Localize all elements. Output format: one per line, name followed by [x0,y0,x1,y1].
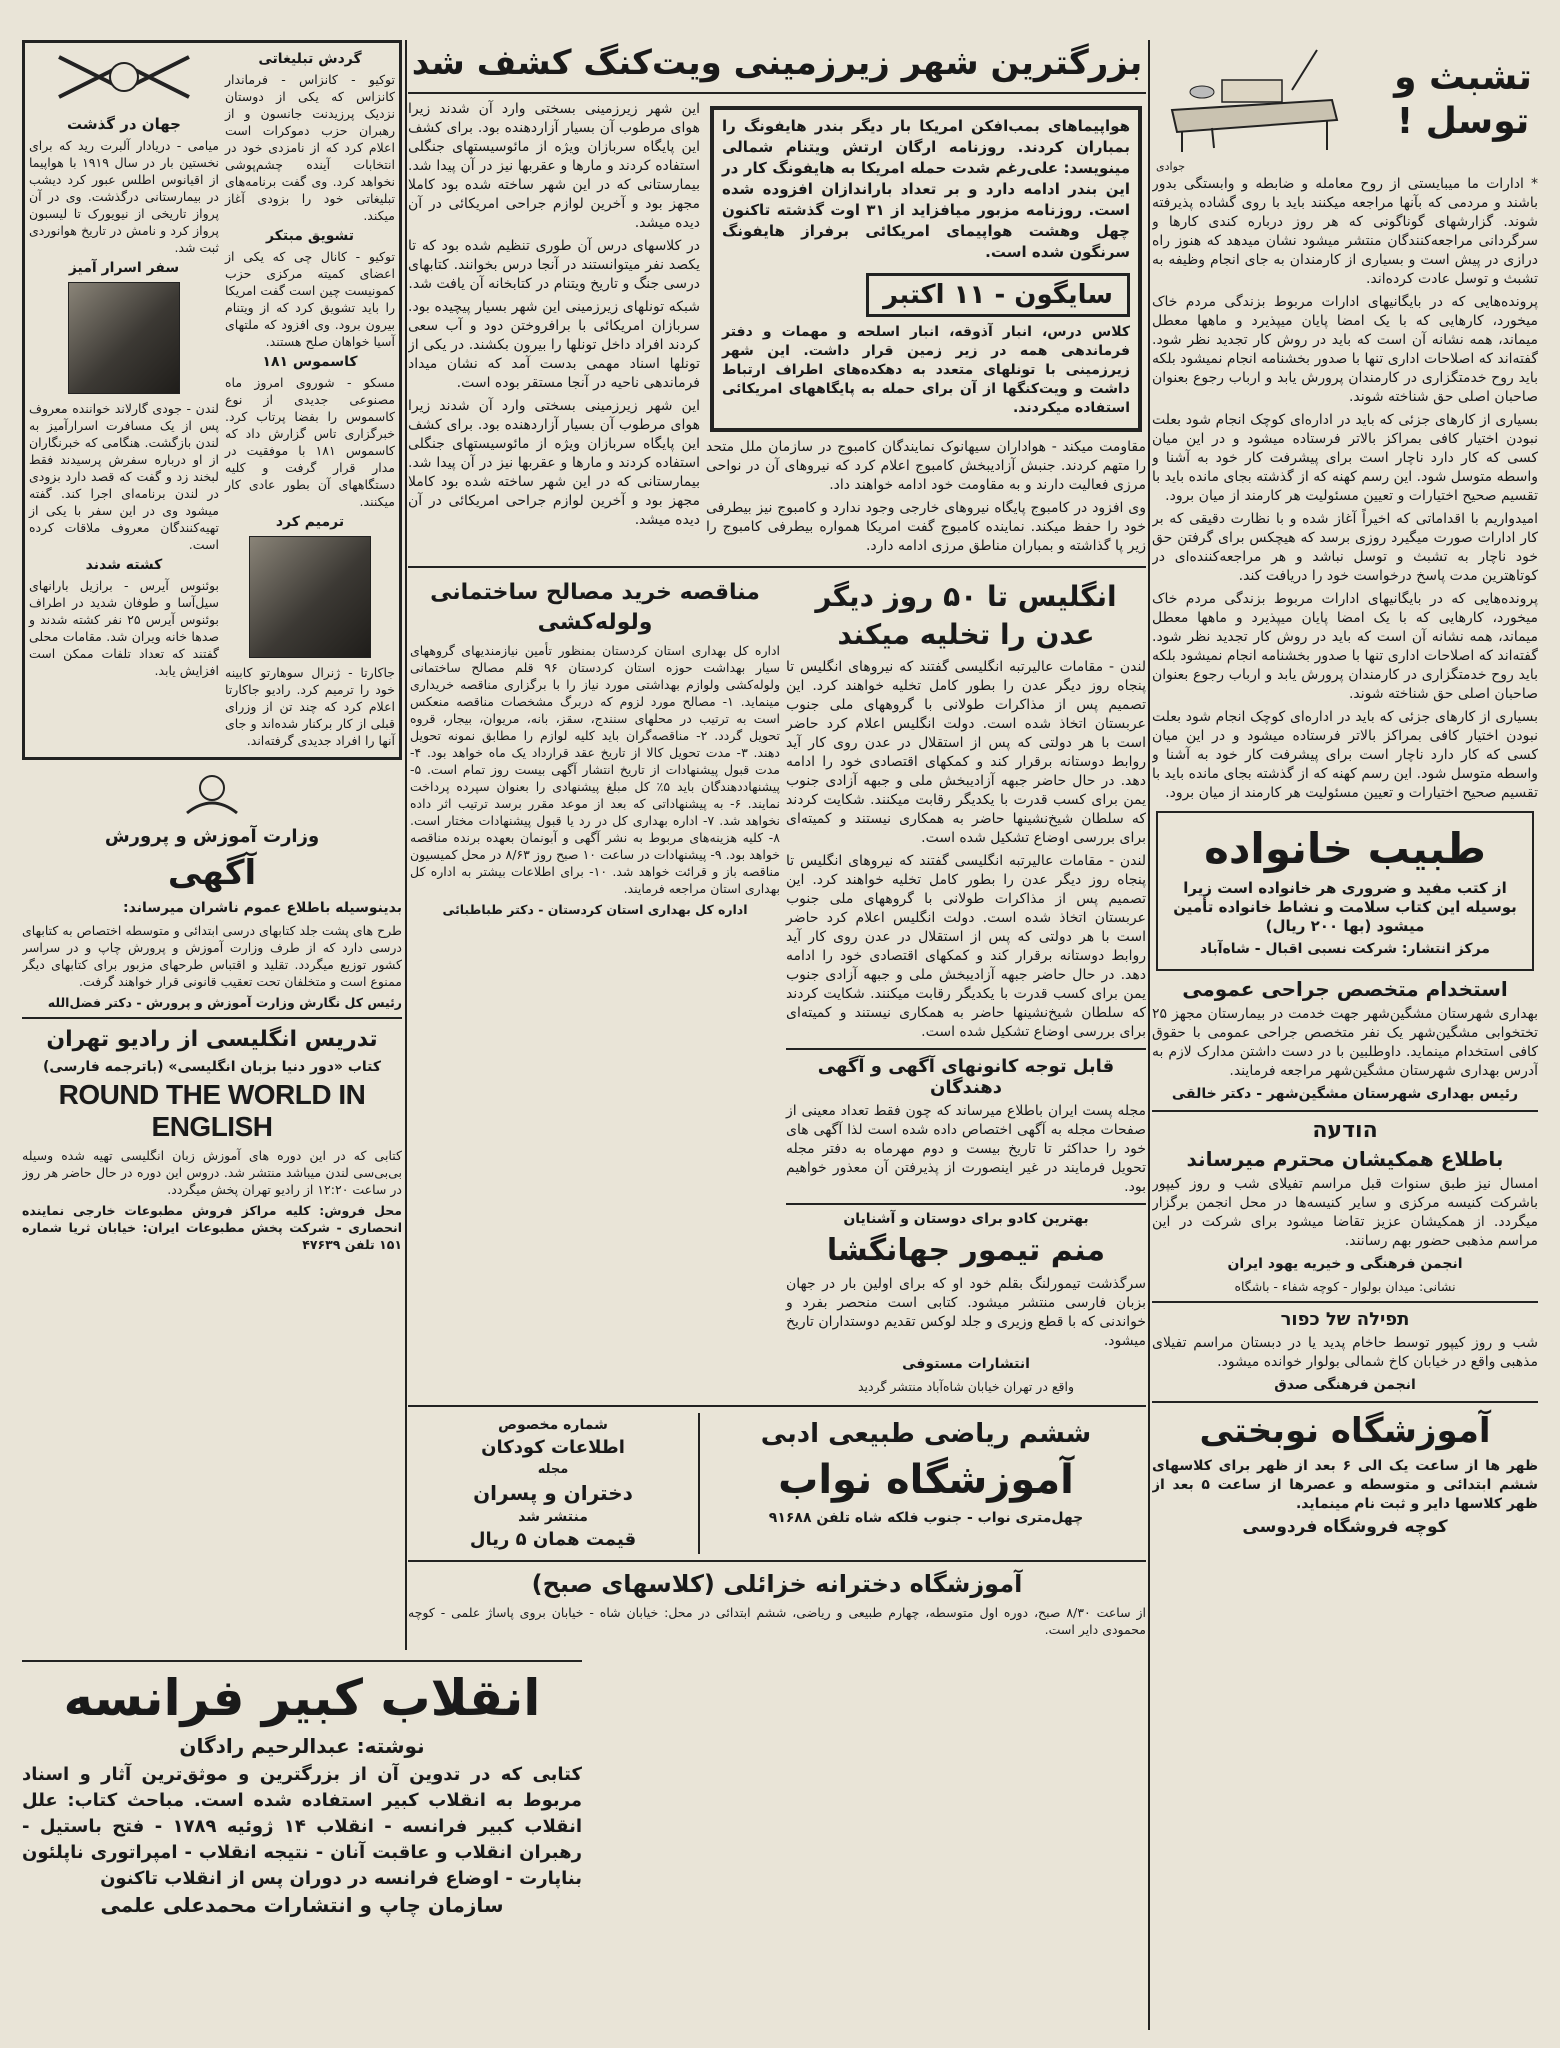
magazine-kicker: شماره مخصوص [498,1417,608,1433]
revolution-author: نوشته: عبدالرحیم رادگان [179,1734,425,1758]
tarmim-body: جاکارتا - ژنرال سوهارتو کابینه خود را ترمیم کرد. رادیو جاکارتا اعلام کرد که چند تن از وزرای قبلی از کار برکنار شده‌اند و جای آنها را افراد جدیدی گرفته‌اند. [225,665,395,748]
kosmos-body: مسکو - شوروی امروز ماه مصنوعی جدیدی از نوع کاسموس را بفضا پرتاب کرد. خبرگزاری تاس گزارش داد که کاسموس ۱۸۱ با موفقیت در مدار قرار گرفت و کلیه دستگاههای آن بطور عادی کار میکنند. [225,375,395,509]
ad-sign: انجمن فرهنگی و خیریه یهود ایران [1227,1256,1463,1272]
desk-illustration [1152,40,1352,160]
column-rule-right [1148,40,1150,2030]
lead-text: هواپیماهای بمب‌افکن امریکا بار دیگر بندر هایفونگ را بمباران کردند. روزنامه ارگان ارتش ویتنام شمالی مینویسد: علی‌رغم شدت حمله امریکا به هایفونگ کار در این بندر ادامه دارد و بر تعداد باراندازان افزوده شده است. روزنامه مزبور میافزاید از ۳۱ اوت گذشته تاکنون چهل وهشت هواپیمای امریکائی برفراز هایفونگ سرنگون شده است. [722,117,1130,261]
book-title: منم تیمور جهانگشا [826,1233,1106,1268]
chunk-title: تشویق مبتکر [266,228,354,244]
tarmim-title: ترمیم کرد [275,514,345,530]
kids-magazine-ad [408,1413,700,1554]
article-paragraph: لندن - مقامات عالیرتبه انگلیسی گفتند که نیروهای انگلیس تا پنجاه روز دیگر عدن را بطور کامل تخلیه خواهند کرد. این تصمیم پس از مذاکرات طولانی با گروههای ملی جنوب عربستان اتخاذ شده است. دولت انگلیس اعلام کرد حاضر است با هر دولتی که پس از استقلال در عدن روی کار آید روابط دوستانه برقرار کند و کمکهای اقتصادی خود را ادامه دهد. در حال حاضر جبهه آزادیبخش ملی و جبهه آزادی جنوب یمن برای کسب قدرت با یکدیگر رقابت میکنند. شکایت کردند که سلطان شیخ‌نشینها حاضر به همکاری نیستند و کمیته‌ای برای بررسی اوضاع تشکیل شده است. [786,853,1146,1040]
lead-box [710,106,1142,432]
nawab-school-ad [706,1413,1146,1554]
ministry-name: وزارت آموزش و پرورش [104,826,320,847]
editorial-title: تشبث و توسل ! [1394,57,1532,142]
school-subtitle: ششم ریاضی طبیعی ادبی [760,1419,1092,1449]
hebrew-heading: תפילה של כפור [1280,1309,1410,1330]
yom-kippur-prayer-ad [1152,1309,1538,1395]
editorial-paragraph: پرونده‌هایی که در بایگانیهای ادارات مربوط بزندگی مردم خاک میخورد، کارهایی که با یک امضا پایان میپذیرد و ماهها معطل میماند، همه نشانه آن است که باید در روش کار تجدید نظر شود. گفته‌اند که اصلاحات اداری تنها با صدور بخشنامه انجام نمیشود بلکه باید روح خدمتگزاری در کارمندان پرورش یابد و ارباب رجوع بعنوان صاحبان اصلی حق شناخته شوند. [1152,294,1538,405]
ad-notice [786,1056,1146,1197]
surgeon-hiring-ad [1152,977,1538,1104]
revolution-publisher: سازمان چاپ و انتشارات محمدعلی علمی [100,1893,504,1917]
magazine-price: قیمت همان ۵ ریال [469,1529,637,1550]
school-title: آموزشگاه دخترانه خزائلی (کلاسهای صبح) [531,1570,1023,1598]
right-column [1152,40,1538,2030]
tender-title: مناقصه خرید مصالح ساختمانی ولوله‌کشی [430,580,760,635]
book-address: واقع در تهران خیابان شاه‌آباد منتشر گردید [857,1379,1075,1394]
magazine-line: مجله [537,1462,569,1477]
chunk-body: توکیو - کانال چی که یکی از اعضای کمیته مرکزی حزب کمونیست چین است گفت امریکا را باید تشویق کرد که از ویتنام بیرون برود. وی افزود که ملتهای آسیا خواهان صلح هستند. [225,249,395,349]
ministry-ad [22,768,402,1011]
book-kicker: بهترین کادو برای دوستان و آشنایان [843,1211,1089,1227]
book-ad-timur [786,1211,1146,1395]
ad-address: کوچه فروشگاه فردوسی [1242,1517,1448,1537]
aden-headline: انگلیس تا ۵۰ روز دیگر عدن را تخلیه میکند [815,580,1117,651]
ministry-title: آگهی [167,853,257,893]
revolution-body: کتابی که در تدوین آن از بزرگترین و موثق‌ترین آثار و اسناد مربوط به انقلاب کبیر استفاده شده است. مباحث کتاب: علل انقلاب کبیر فرانسه - انقلاب ۱۴ ژوئیه ۱۷۸۹ - فتح باستیل - رهبران انقلاب و عاقبت آنان - نتیجه انقلاب - امپراتوری ناپلئون بناپارت - اوضاع فرانسه در دوران پس از انقلاب تاکنون [22,1764,582,1889]
editorial-sign: جوادی [1156,160,1186,173]
radio-body: کتابی که در این دوره های آموزش زبان انگلیسی تهیه شده وسیله بی‌بی‌سی لندن میباشد منتشر شد. دروس این دوره در حال حاضر هر روز در ساعت ۱۲:۲۰ از رادیو تهران پخش میگردد. [22,1148,402,1197]
magazine-line: اطلاعات کودکان [481,1437,625,1458]
khazaeli-school-ad [408,1568,1146,1638]
ad-title: آموزشگاه نوبختی [1199,1411,1491,1451]
ad-text: از کتب مفید و ضروری هر خانواده است زیرا بوسیله این کتاب سلامت و نشاط خانواده تأمین میشود (بها ۲۰۰ ریال) [1173,879,1517,935]
article-paragraph: این شهر زیرزمینی بسختی وارد آن شدند زیرا هوای مرطوب آن بسیار آزاردهنده بود. برای کشف این پایگاه سربازان ویژه از مائوسیستهای جنگلی استفاده کردند و مارها و عقربها نیز در آن پیدا شد. بیمارستانی که در این شهر ساخته شده بود کاملا مجهز بود و آخرین لوازم جراحی امریکائی در آن دیده میشد. [408,101,700,231]
radio-english-ad [22,1025,402,1253]
ad-text: ظهر ها از ساعت یک الی ۶ بعد از ظهر برای کلاسهای ششم ابتدائی و متوسطه و عصرها از ساعت ۵ بعد از ظهر کلاسها دایر و ثبت نام مینماید. [1152,1458,1538,1512]
secret-body: لندن - جودی گارلاند خواننده معروف پس از یک مسافرت اسرارآمیز به لندن بازگشت. هنگامی که خبرنگاران از او درباره سفرش پرسیدند فقط لبخند زد و گفت که قصد دارد بزودی در لندن برنامه‌ای اجرا کند. گفته میشود وی در این سفر با یکی از تهیه‌کنندگان معروف ملاقات کرده است. [29,401,219,552]
garland-photo [68,282,180,394]
world-title: جهان در گذشت [67,115,181,133]
editorial-paragraph: پرونده‌هایی که در بایگانیهای ادارات مربوط بزندگی مردم خاک میخورد، کارهایی که با یک امضا پایان میپذیرد و ماهها معطل میماند، همه نشانه آن است که باید در روش کار تجدید نظر شود. گفته‌اند که اصلاحات اداری تنها با صدور بخشنامه انجام نمیشود بلکه باید روح خدمتگزاری در کارمندان پرورش یابد و ارباب رجوع بعنوان صاحبان اصلی حق شناخته شوند. [1152,591,1538,702]
radio-sale: محل فروش: کلیه مراکز فروش مطبوعات خارجی نماینده انحصاری - شرکت پخش مطبوعات ایران: خیابان ثریا شماره ۱۵۱ تلفن ۴۷۶۳۹ [22,1203,402,1252]
ad-title: باطلاع همکیشان محترم میرساند [1186,1147,1504,1171]
radio-title: تدریس انگلیسی از رادیو تهران [46,1027,378,1052]
tender-ad [410,574,780,1399]
notice-body: مجله پست ایران باطلاع میرساند که چون فقط تعداد معینی از صفحات مجله به آگهی اختصاص داده شده است لذا آگهی های خود را حداکثر تا تاریخ بیست و دوم مهرماه به دفتر مجله تحویل فرمایند در غیر اینصورت از پذیرفتن آن معذور خواهیم بود. [786,1103,1146,1195]
editorial-paragraph: بسیاری از کارهای جزئی که باید در اداره‌ای کوچک انجام شود بعلت نبودن اختیار کافی بمراکز بالاتر فرستاده میشود و در این میان کسی که کار دارد ناچار است برای پیشرفت کار خود به آشنا و واسطه متوسل شود. این رسم کهنه که از گذشته بجای مانده باید با تقسیم صحیح اختیارات و تعیین مسئولیت هر کارمند از میان برود. [1152,709,1538,801]
article-paragraph: مقاومت میکند - هواداران سیهانوک نمایندگان کامبوج در سازمان ملل متحد را متهم کردند. جنبش آزادیبخش کامبوج اعلام کرد که نیروهای آن در نواحی مرزی فعالیت دارند و به مقاومت خود ادامه خواهند داد. [706,439,1146,493]
secret-title: سفر اسرار آمیز [68,260,180,276]
world-subtitle: گردش تبلیغاتی [258,51,362,67]
family-doctor-ad [1156,811,1534,971]
revolution-title: انقلاب کبیر فرانسه [63,1669,541,1727]
world-paragraph: میامی - دریادار آلبرت رید که برای نخستین بار در سال ۱۹۱۹ با هواپیما از اقیانوس اطلس عبور کرد دیشب در بیمارستانی درگذشت. وی در آن پرواز تاریخی از نیویورک تا لیسبون پرواز کرد و نامش در تاریخ هوانوردی ثبت شد. [29,138,219,255]
aden-article [786,574,1146,1399]
editorial-paragraph: امیدواریم با اقداماتی که اخیراً آغاز شده و با نظارت دقیقی که بر کار ادارات صورت میگیرد روزی برسد که هیچکس برای گرفتن حق خود ناچار به تشبث و توسل نباشد و هر مراجعه‌کننده‌ای در کوتاهترین مدت پاسخ درخواست خود را دریافت کند. [1152,511,1538,584]
editorial-paragraph: بسیاری از کارهای جزئی که باید در اداره‌ای کوچک انجام شود بعلت نبودن اختیار کافی بمراکز بالاتر فرستاده میشود و در این میان کسی که کار دارد ناچار است برای پیشرفت کار خود به آشنا و واسطه متوسل شود. این رسم کهنه که از گذشته بجای مانده باید با تقسیم صحیح اختیارات و تعیین مسئولیت هر کارمند از میان برود. [1152,412,1538,504]
radio-sub: کتاب «دور دنیا بزبان انگلیسی» (باترجمه فارسی) [43,1059,381,1075]
book-body: سرگذشت تیمورلنگ بقلم خود او که برای اولین بار در جهان بزبان فارسی منتشر میشود. کتابی است منحصر بفرد و خواندنی که با قطع وزیری و جلد لوکس تقدیم دوستداران تاریخ میشود. [786,1276,1146,1349]
ad-title: طبیب خانواده [1204,824,1486,873]
article-paragraph: این شهر زیرزمینی بسختی وارد آن شدند زیرا هوای مرطوب آن بسیار آزاردهنده بود. برای کشف این پایگاه سربازان ویژه از مائوسیستهای جنگلی استفاده کردند و مارها و عقربها نیز در آن پیدا شد. بیمارستانی که در این شهر ساخته شده بود کاملا مجهز بود و آخرین لوازم جراحی امریکائی در آن دیده میشد. [408,398,700,528]
radio-english-title: ROUND THE WORLD IN ENGLISH [58,1079,366,1142]
hebrew-heading: הודעה [1312,1118,1378,1143]
nobakhti-school-ad [1152,1409,1538,1537]
ad-sign: انجمن فرهنگی صدق [1274,1377,1416,1393]
ad-text: شب و روز کیپور توسط حاخام پدید یا در دبستان مراسم تفیلای مذهبی واقع در خیابان کاخ شمالی بولوار خوانده میشود. [1152,1335,1538,1370]
world-paragraph: توکیو - کانزاس - فرماندار کانزاس که یکی از دوستان نزدیک پرزیدنت جانسون و از رهبران حزب دموکرات است اعلام کرد که از نامزدی خود در انتخابات آینده چشم‌پوشی نخواهد کرد. وی گفت برنامه‌های تبلیغاتی خود را بزودی آغاز میکند. [225,72,395,223]
ad-publisher: مرکز انتشار: شرکت نسبی اقبال - شاه‌آباد [1200,941,1490,957]
suharto-photo [249,536,371,658]
article-paragraph: شبکه تونلهای زیرزمینی این شهر بسیار پیچیده بود. سربازان امریکائی با برافروختن دود و آب سعی کردند افراد داخل تونلها را بیرون بکشند. در یکی از تونلها اسناد مهمی بدست آمد که نشان میداد فرماندهی ناحیه در آنجا مستقر بوده است. [408,299,700,391]
fall-title: کشته شدند [85,557,163,573]
article-paragraph: در کلاسهای درس آن طوری تنظیم شده بود که تا یکصد نفر میتوانستند در آنجا درس بخوانند. کتابهای درسی جنگ و تاریخ ویتنام در کتابخانه آن یافت شد. [408,238,700,292]
community-notice-ad [1152,1118,1538,1295]
ad-sign: رئیس بهداری شهرستان مشگین‌شهر - دکتر خالقی [1171,1086,1519,1102]
school-body: از ساعت ۸/۳۰ صبح، دوره اول متوسطه، چهارم طبیعی و ریاضی، ششم ابتدائی در محل: خیابان شاه - خیابان بروی پاساژ علمی - کوچه محمودی دایر است. [408,1605,1146,1637]
fall-body: بوئنوس آیرس - برازیل بارانهای سیل‌آسا و طوفان شدید در اطراف بوئنوس آیرس ۲۵ نفر کشته شدند و صدها خانه ویران شد. مقامات محلی گفتند که تعداد تلفات ممکن است افزایش یابد. [29,578,219,678]
tender-sign: اداره کل بهداری استان کردستان - دکتر طباطبائی [442,902,748,917]
article-paragraph: وی افزود در کامبوج پایگاه نیروهای خارجی وجود ندارد و کامبوج نیز بیطرفی خود را حفظ میکند. نماینده کامبوج گفت امریکا همواره بیطرفی کامبوج را زیر پا گذاشته و بمباران مناطق مرزی ادامه دارد. [706,500,1146,554]
ministry-body: طرح های پشت جلد کتابهای درسی ابتدائی و متوسطه اختصاص به کتابهای درسی دارد که از طرف وزارت آموزش و پرورش چاپ و در سراسر کشور توزیع میگردد. تقلید و اقتباس طرحهای مزبور برای کتابهای دیگر ممنوع است و متخلفان تحت تعقیب قانونی قرار خواهند گرفت. [22,923,402,989]
editorial-paragraph: * ادارات ما میبایستی از روح معامله و ضابطه و وابستگی بدور باشند و مردمی که بآنها مراجعه میکنند باید با روی گشاده پذیرفته شوند. گزارشهای گوناگونی که هر روز درباره کندی کارها و سرگردانی مراجعه‌کنندگان منتشر میشود نشان میدهد که هنوز راه درازی در پیش است و بسیاری از کارمندان به جای انجام وظیفه به تشبث و توسل عادت کرده‌اند. [1152,176,1538,287]
world-emblem [29,47,219,111]
ad-title: استخدام متخصص جراحی عمومی [1182,977,1508,1001]
lion-sun-emblem [22,768,402,822]
magazine-line: منتشر شد [518,1509,588,1525]
world-news-box [22,40,402,760]
main-headline: بزرگترین شهر زیرزمینی ویت‌کنگ کشف شد [411,43,1143,83]
magazine-line: دختران و پسران [473,1481,633,1505]
column-rule-left [405,40,407,1650]
ministry-sub: بدینوسیله باطلاع عموم ناشران میرساند: [123,900,402,916]
ad-text: امسال نیز طبق سنوات قبل مراسم تفیلای شب و روز کیپور باشرکت کنیسه مرکزی و سایر کنیسه‌ها در محل انجمن برگزار میگردد. از همکیشان عزیز تقاضا میشود برای شرکت در این مراسم مذهبی حضور بهم رسانند. [1152,1176,1538,1249]
dateline: سایگون - ۱۱ اکتبر [866,273,1130,317]
ad-text: بهداری شهرستان مشگین‌شهر جهت خدمت در بیمارستان مجهز ۲۵ تختخوابی مشگین‌شهر یک نفر متخصص جراحی عمومی با حقوق کافی استخدام مینماید. داوطلبین با در دست داشتن مدارک لازم به آدرس بهداری شهرستان مشگین‌شهر مراجعه فرمایند. [1152,1006,1538,1079]
tender-body: اداره کل بهداری استان کردستان بمنظور تأمین نیازمندیهای گروههای سیار بهداشت حوزه استان کردستان ۹۶ قلم مصالح ساختمانی ولوله‌کشی ولوازم بهداشتی مورد نیاز را با برگزاری مناقصه خریداری مینماید. ۱- مصالح مورد لزوم که دربرگ مشخصات مناقصه منعکس است به ترتیب در محلهای سنندج، سقز، بانه، مریوان، بیجار، قروه تحویل گردد. ۲- مناقصه‌گران باید کلیه لوازم را مطابق نمونه تحویل دهند. ۳- مدت تحویل کالا از تاریخ عقد قرارداد یک ماه خواهد بود. ۴- مدت قبول پیشنهادات از تاریخ انتشار آگهی بیست روز تمام است. ۵- پیشنهاددهندگان باید ۵٪ کل مبلغ پیشنهادی را بعنوان سپرده پرداخت نمایند. ۶- به پیشنهاداتی که بعد از موعد مقرر برسد ترتیب اثر داده نخواهد شد. ۷- اداره بهداری کل در رد یا قبول پیشنهادات مختار است. ۸- کلیه هزینه‌های مربوط به نشر آگهی و آبونمان بعهده برنده مناقصه خواهد بود. ۹- پیشنهادات در ساعت ۱۰ صبح روز ۸/۶۳ در محل کمیسیون مناقصه باز و قرائت خواهد شد. ۱۰- برای اطلاعات بیشتر به اداره کل بهداری استان مراجعه فرمایند. [410,643,781,896]
school-title: آموزشگاه نواب [778,1457,1074,1503]
lead-text: کلاس درس، انبار آذوقه، انبار اسلحه و مهمات و دفتر فرماندهی همه در زیر زمین قرار داشت. این شهر زیرزمینی با تونلهای متعدد به دهکده‌های اطراف ارتباط داشت و ویت‌کنگها از آن برای حمله به پایگاههای امریکائی استفاده میکردند. [722,324,1130,416]
article-paragraph: لندن - مقامات عالیرتبه انگلیسی گفتند که نیروهای انگلیس تا پنجاه روز دیگر عدن را بطور کامل تخلیه خواهند کرد. این تصمیم پس از مذاکرات طولانی با گروههای ملی جنوب عربستان اتخاذ شده است. دولت انگلیس اعلام کرد حاضر است با هر دولتی که پس از استقلال در عدن روی کار آید روابط دوستانه برقرار کند و کمکهای اقتصادی خود را ادامه دهد. در حال حاضر جبهه آزادیبخش ملی و جبهه آزادی جنوب یمن برای کسب قدرت با یکدیگر رقابت میکنند. شکایت کردند که سلطان شیخ‌نشینها حاضر به همکاری نیستند و کمیته‌ای برای بررسی اوضاع تشکیل شده است. [786,659,1146,846]
school-address: چهل‌متری نواب - جنوب فلکه شاه تلفن ۹۱۶۸۸ [768,1510,1084,1526]
book-publisher: انتشارات مستوفی [902,1356,1030,1372]
notice-title: قابل توجه کانونهای آگهی و آگهی دهندگان [817,1056,1115,1098]
ad-address: نشانی: میدان بولوار - کوچه شفاء - باشگاه [1234,1279,1456,1294]
revolution-book-ad [22,1660,582,1992]
kosmos-title: کاسموس ۱۸۱ [262,354,358,370]
ministry-sign: رئیس کل نگارش وزارت آموزش و پرورش - دکتر فضل‌الله [47,995,402,1010]
